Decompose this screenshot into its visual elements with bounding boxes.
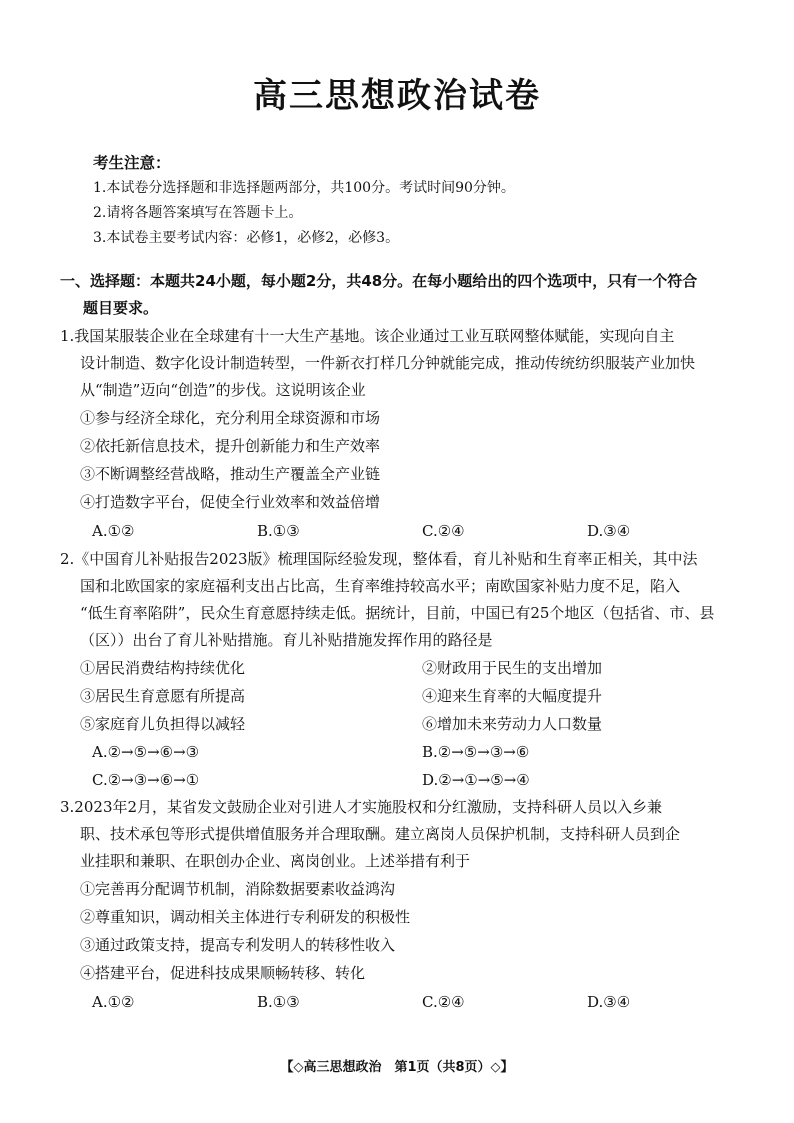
statement: ②尊重知识，调动相关主体进行专利研发的积极性 xyxy=(80,908,411,926)
stem-line: 业挂职和兼职、在职创办企业、离岗创业。上述举措有利于 xyxy=(80,852,471,870)
statement: ①完善再分配调节机制，消除数据要素收益鸿沟 xyxy=(80,880,396,898)
statement: ④迎来生育率的大幅度提升 xyxy=(422,687,603,705)
exam-notice xyxy=(93,150,733,251)
exam-title: 高三思想政治试卷 xyxy=(253,76,541,116)
notice-line: 2.请将各题答案填写在答题卡上。 xyxy=(93,205,303,221)
choice-a[interactable]: A.①② xyxy=(92,993,135,1011)
notice-line: 1.本试卷分选择题和非选择题两部分，共100分。考试时间90分钟。 xyxy=(93,180,515,196)
statement: ②财政用于民生的支出增加 xyxy=(422,659,603,677)
answer-choices xyxy=(60,516,744,546)
choice-a[interactable]: A.②→⑤→⑥→③ xyxy=(92,743,200,761)
choice-b[interactable]: B.②→⑤→③→⑥ xyxy=(422,743,530,761)
question-3 xyxy=(60,794,744,1017)
stem-line: 设计制造、数字化设计制造转型，一件新衣打样几分钟就能完成，推动传统纺织服装产业加快 xyxy=(80,354,696,372)
question-1 xyxy=(60,323,744,546)
choice-a[interactable]: A.①② xyxy=(92,522,135,540)
stem-line: 2.《中国育儿补贴报告2023版》梳理国际经验发现，整体看，育儿补贴和生育率正相关，其中法 xyxy=(60,550,698,568)
section-heading-line: 题目要求。 xyxy=(83,299,159,317)
stem-line: （区））出台了育儿补贴措施。育儿补贴措施发挥作用的路径是 xyxy=(80,631,493,649)
stem-line: 从“制造”迈向“创造”的步伐。这说明该企业 xyxy=(80,381,366,399)
question-stem xyxy=(60,323,744,404)
section-heading-line: 一、选择题：本题共24小题，每小题2分，共48分。在每小题给出的四个选项中，只有一个符合 xyxy=(60,272,698,290)
answer-choices xyxy=(60,987,744,1017)
statement: ①参与经济全球化，充分利用全球资源和市场 xyxy=(80,409,381,427)
stem-line: 1.我国某服装企业在全球建有十一大生产基地。该企业通过工业互联网整体赋能，实现向自主 xyxy=(60,327,675,345)
stem-line: 国和北欧国家的家庭福利支出占比高，生育率维持较高水平；南欧国家补贴力度不足，陷入 xyxy=(80,577,681,595)
statement: ①居民消费结构持续优化 xyxy=(80,659,246,677)
stem-line: 3.2023年2月，某省发文鼓励企业对引进人才实施股权和分红激励，支持科研人员以入乡兼 xyxy=(60,798,663,816)
notice-line: 3.本试卷主要考试内容：必修1，必修2，必修3。 xyxy=(93,230,400,246)
choice-b[interactable]: B.①③ xyxy=(257,993,300,1011)
statement-row xyxy=(60,682,744,710)
choice-c[interactable]: C.②④ xyxy=(422,522,465,540)
statement-row xyxy=(60,710,744,738)
statement: ④搭建平台，促进科技成果顺畅转移、转化 xyxy=(80,964,366,982)
notice-heading: 考生注意： xyxy=(93,154,171,172)
page-footer: 【◇高三思想政治 第1页（共8页）◇】 xyxy=(280,1060,514,1075)
statement: ⑥增加未来劳动力人口数量 xyxy=(422,715,603,733)
choice-d[interactable]: D.③④ xyxy=(587,522,631,540)
choice-b[interactable]: B.①③ xyxy=(257,522,300,540)
question-stem xyxy=(60,794,744,875)
question-2 xyxy=(60,546,744,794)
section-heading xyxy=(60,268,740,322)
question-stem xyxy=(60,546,744,654)
statement: ④打造数字平台，促使全行业效率和效益倍增 xyxy=(80,493,381,511)
statement: ③通过政策支持，提高专利发明人的转移性收入 xyxy=(80,936,396,954)
choice-d[interactable]: D.③④ xyxy=(587,993,631,1011)
choice-d[interactable]: D.②→①→⑤→④ xyxy=(422,771,530,789)
choice-row xyxy=(60,766,744,794)
statement: ②依托新信息技术，提升创新能力和生产效率 xyxy=(80,437,381,455)
choice-c[interactable]: C.②④ xyxy=(422,993,465,1011)
stem-line: “低生育率陷阱”，民众生育意愿持续走低。据统计，目前，中国已有25个地区（包括省、市、县 xyxy=(80,604,715,622)
statement: ⑤家庭育儿负担得以减轻 xyxy=(80,715,246,733)
statement: ③居民生育意愿有所提高 xyxy=(80,687,246,705)
choice-row xyxy=(60,738,744,766)
statement: ③不断调整经营战略，推动生产覆盖全产业链 xyxy=(80,465,381,483)
statement-row xyxy=(60,654,744,682)
choice-c[interactable]: C.②→③→⑥→① xyxy=(92,771,200,789)
stem-line: 职、技术承包等形式提供增值服务并合理取酬。建立离岗人员保护机制，支持科研人员到企 xyxy=(80,825,681,843)
